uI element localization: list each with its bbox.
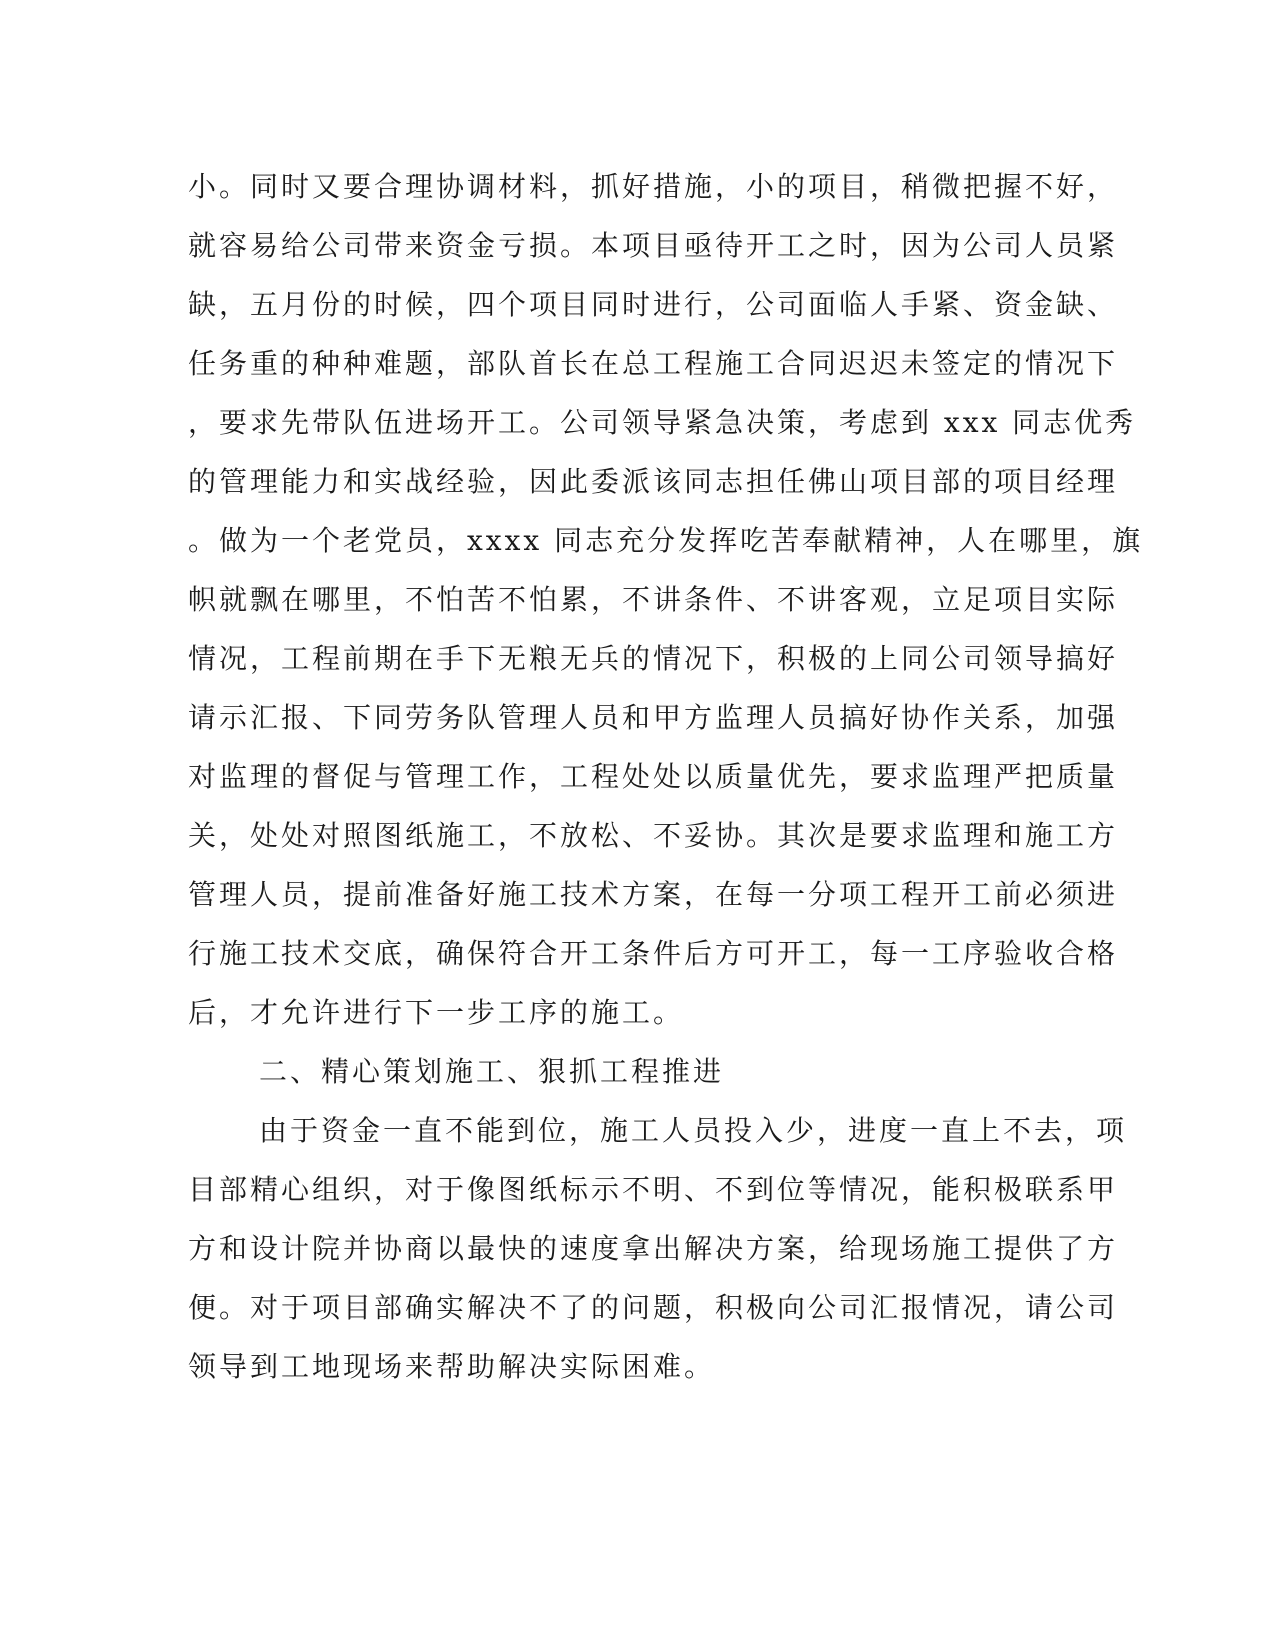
text-line: 后，才允许进行下一步工序的施工。 [188,996,685,1029]
text-line: 对监理的督促与管理工作，工程处处以质量优先，要求监理严把质量 [188,760,1119,793]
text-line: 由于资金一直不能到位，施工人员投入少，进度一直上不去，项 [259,1114,1128,1147]
paragraph-2 [188,1101,1128,1396]
text-line: 领导到工地现场来帮助解决实际困难。 [188,1350,716,1383]
text-line: 管理人员，提前准备好施工技术方案，在每一分项工程开工前必须进 [188,878,1119,911]
text-line: 便。对于项目部确实解决不了的问题，积极向公司汇报情况，请公司 [188,1291,1119,1324]
document-body [188,157,1144,1396]
section-heading: 二、精心策划施工、狠抓工程推进 [259,1055,725,1088]
text-line: 缺，五月份的时候，四个项目同时进行，公司面临人手紧、资金缺、 [188,288,1119,321]
text-line: 的管理能力和实战经验，因此委派该同志担任佛山项目部的项目经理 [188,465,1119,498]
text-line: 。做为一个老党员，xxxx 同志充分发挥吃苦奉献精神，人在哪里，旗 [188,524,1144,557]
paragraph-1 [188,157,1144,1042]
text-line: ，要求先带队伍进场开工。公司领导紧急决策，考虑到 xxx 同志优秀 [188,406,1137,439]
text-line: 目部精心组织，对于像图纸标示不明、不到位等情况，能积极联系甲 [188,1173,1119,1206]
text-line: 就容易给公司带来资金亏损。本项目亟待开工之时，因为公司人员紧 [188,229,1119,262]
text-line: 请示汇报、下同劳务队管理人员和甲方监理人员搞好协作关系，加强 [188,701,1119,734]
text-line: 方和设计院并协商以最快的速度拿出解决方案，给现场施工提供了方 [188,1232,1119,1265]
text-line: 帜就飘在哪里，不怕苦不怕累，不讲条件、不讲客观，立足项目实际 [188,583,1119,616]
text-line: 关，处处对照图纸施工，不放松、不妥协。其次是要求监理和施工方 [188,819,1119,852]
text-line: 行施工技术交底，确保符合开工条件后方可开工，每一工序验收合格 [188,937,1119,970]
text-line: 任务重的种种难题，部队首长在总工程施工合同迟迟未签定的情况下 [188,347,1119,380]
text-line: 小。同时又要合理协调材料，抓好措施，小的项目，稍微把握不好， [188,170,1119,203]
text-line: 情况，工程前期在手下无粮无兵的情况下，积极的上同公司领导搞好 [188,642,1119,675]
